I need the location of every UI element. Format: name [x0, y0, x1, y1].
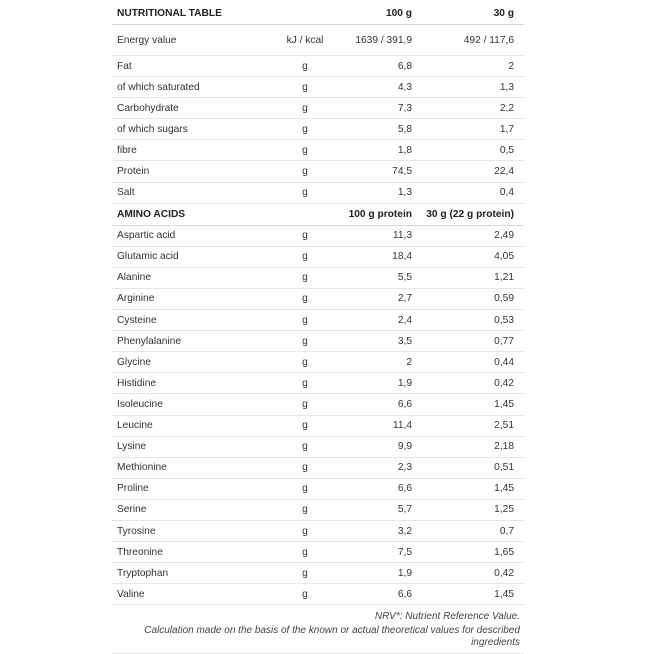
amino-row-value-2: 0,42 [494, 567, 514, 579]
amino-row-unit: g [302, 441, 308, 453]
amino-table-row [112, 226, 524, 247]
amino-row-unit: g [302, 483, 308, 495]
amino-row-name: Alanine [117, 272, 151, 284]
amino-row-value-1: 18,4 [392, 251, 412, 263]
amino-table-row [112, 352, 524, 373]
amino-row-value-2: 1,65 [494, 546, 514, 558]
amino-row-value-2: 0,77 [494, 335, 514, 347]
amino-row-unit: g [302, 251, 308, 263]
amino-table-row [112, 331, 524, 352]
nutrition-table-row [112, 77, 524, 98]
nutrition-row-unit: g [302, 81, 308, 93]
amino-table-row [112, 479, 524, 500]
amino-row-value-1: 2,4 [397, 314, 412, 326]
amino-row-value-2: 1,25 [494, 504, 514, 516]
nutrition-row-value-2: 2 [508, 60, 514, 72]
amino-header-col2: 30 g (22 g protein) [426, 208, 514, 220]
amino-row-name: Cysteine [117, 314, 157, 326]
nutrition-row-value-1: 1,8 [397, 144, 412, 156]
nutrition-row-unit: g [302, 166, 308, 178]
nutrition-row-value-2: 1,3 [499, 81, 514, 93]
amino-table-row [112, 521, 524, 542]
nutrition-row-name: Fat [117, 60, 132, 72]
amino-row-value-2: 0,59 [494, 293, 514, 305]
amino-row-value-1: 6,6 [397, 398, 412, 410]
amino-row-name: Methionine [117, 462, 167, 474]
nutrition-table-row [112, 161, 524, 182]
amino-table-row [112, 500, 524, 521]
amino-row-value-2: 0,7 [499, 525, 514, 537]
nutrition-header-title: NUTRITIONAL TABLE [117, 8, 222, 19]
amino-row-name: Tryptophan [117, 567, 169, 579]
nutrition-row-value-1: 5,8 [397, 123, 412, 135]
nutrition-row-name: of which sugars [117, 123, 188, 135]
amino-row-value-1: 11,4 [392, 420, 412, 432]
nutrition-row-value-2: 2,2 [499, 102, 514, 114]
amino-row-value-1: 11,3 [392, 230, 412, 242]
calculation-footnote: Calculation made on the basis of the known or actual theoretical values for described ingredients [144, 625, 520, 649]
amino-row-name: Glycine [117, 356, 151, 368]
nutrition-table-row [112, 98, 524, 119]
amino-row-unit: g [302, 504, 308, 516]
amino-row-value-2: 1,45 [494, 398, 514, 410]
amino-row-value-1: 1,9 [397, 377, 412, 389]
amino-row-value-2: 0,44 [494, 356, 514, 368]
nutrition-row-unit: g [302, 187, 308, 199]
amino-row-value-2: 4,05 [494, 251, 514, 263]
amino-row-value-1: 2,7 [397, 293, 412, 305]
amino-row-value-1: 7,5 [397, 546, 412, 558]
nutrition-table-row [112, 119, 524, 140]
nutrition-row-name: fibre [117, 144, 137, 156]
amino-row-unit: g [302, 525, 308, 537]
nutrition-row-name: Protein [117, 166, 150, 178]
amino-row-unit: g [302, 230, 308, 242]
nutrition-rows [112, 25, 524, 204]
amino-row-value-1: 2 [406, 356, 412, 368]
nutrition-row-value-2: 1,7 [499, 123, 514, 135]
amino-row-value-2: 0,53 [494, 314, 514, 326]
amino-table-row [112, 394, 524, 415]
amino-row-unit: g [302, 377, 308, 389]
amino-row-value-1: 9,9 [397, 441, 412, 453]
nutrition-row-value-1: 1639 / 391,9 [355, 34, 412, 46]
nutrition-row-value-1: 1,3 [397, 187, 412, 199]
nutrition-row-value-2: 492 / 117,6 [463, 34, 514, 46]
amino-row-value-2: 2,49 [494, 230, 514, 242]
amino-row-value-1: 1,9 [397, 567, 412, 579]
amino-row-value-2: 1,45 [494, 588, 514, 600]
nutrition-row-value-1: 74,5 [392, 166, 412, 178]
amino-table-row [112, 289, 524, 310]
nutrition-header-row [112, 3, 524, 25]
nutrition-row-unit: g [302, 60, 308, 72]
amino-row-name: Serine [117, 504, 147, 516]
amino-row-name: Glutamic acid [117, 251, 179, 263]
amino-row-unit: g [302, 420, 308, 432]
amino-row-value-1: 2,3 [397, 462, 412, 474]
amino-row-value-1: 6,6 [397, 588, 412, 600]
amino-row-unit: g [302, 314, 308, 326]
amino-table-row [112, 437, 524, 458]
nutrition-row-name: Energy value [117, 34, 177, 46]
amino-table-row [112, 268, 524, 289]
amino-row-unit: g [302, 335, 308, 347]
amino-header-row [112, 204, 524, 226]
amino-header-col1: 100 g protein [348, 208, 412, 220]
amino-row-name: Threonine [117, 546, 163, 558]
nrv-footnote: NRV*: Nutrient Reference Value. [374, 611, 520, 623]
amino-row-unit: g [302, 293, 308, 305]
amino-row-value-2: 2,51 [494, 420, 514, 432]
amino-row-value-1: 3,2 [397, 525, 412, 537]
nutrition-table-row [112, 140, 524, 161]
amino-row-name: Histidine [117, 377, 157, 389]
nutrition-row-name: of which saturated [117, 81, 200, 93]
nutrition-table-row [112, 183, 524, 204]
nutrition-row-value-2: 22,4 [494, 166, 514, 178]
amino-row-value-1: 6,6 [397, 483, 412, 495]
amino-table-row [112, 542, 524, 563]
amino-row-name: Isoleucine [117, 398, 163, 410]
amino-row-value-2: 1,45 [494, 483, 514, 495]
amino-row-unit: g [302, 272, 308, 284]
amino-row-unit: g [302, 462, 308, 474]
amino-row-unit: g [302, 567, 308, 579]
nutrition-row-value-2: 0,4 [499, 187, 514, 199]
amino-row-value-1: 5,5 [397, 272, 412, 284]
nutrition-row-unit: kJ / kcal [286, 34, 324, 46]
nutrition-row-value-2: 0,5 [499, 144, 514, 156]
nutrition-header-col2: 30 g [493, 8, 514, 19]
nutrition-row-unit: g [302, 123, 308, 135]
amino-row-name: Leucine [117, 420, 153, 432]
amino-table-row [112, 373, 524, 394]
amino-row-value-2: 0,42 [494, 377, 514, 389]
amino-row-value-2: 1,21 [494, 272, 514, 284]
nutrition-table-row [112, 56, 524, 77]
amino-header-title: AMINO ACIDS [117, 208, 186, 220]
amino-row-name: Proline [117, 483, 149, 495]
amino-table-row [112, 310, 524, 331]
amino-row-value-1: 5,7 [397, 504, 412, 516]
amino-row-name: Arginine [117, 293, 155, 305]
amino-table-row [112, 458, 524, 479]
amino-rows [112, 226, 524, 606]
amino-row-value-2: 0,51 [494, 462, 514, 474]
nutrition-table-row [112, 25, 524, 56]
amino-row-unit: g [302, 398, 308, 410]
amino-table-row [112, 584, 524, 605]
amino-row-name: Valine [117, 588, 145, 600]
nutrition-row-name: Salt [117, 187, 135, 199]
nutrition-row-value-1: 4,3 [397, 81, 412, 93]
amino-row-name: Lysine [117, 441, 147, 453]
amino-row-value-1: 3,5 [397, 335, 412, 347]
amino-row-unit: g [302, 546, 308, 558]
amino-row-unit: g [302, 356, 308, 368]
nutrition-table [112, 3, 524, 654]
nutrition-row-unit: g [302, 144, 308, 156]
amino-row-unit: g [302, 588, 308, 600]
amino-table-row [112, 247, 524, 268]
nutrition-header-col1: 100 g [385, 8, 412, 19]
amino-row-value-2: 2,18 [494, 441, 514, 453]
amino-table-row [112, 416, 524, 437]
nutrition-row-value-1: 6,8 [397, 60, 412, 72]
nutrition-row-name: Carbohydrate [117, 102, 179, 114]
amino-table-row [112, 563, 524, 584]
amino-row-name: Phenylalanine [117, 335, 182, 347]
amino-row-name: Aspartic acid [117, 230, 176, 242]
nutrition-row-value-1: 7,3 [397, 102, 412, 114]
amino-row-name: Tyrosine [117, 525, 156, 537]
nutrition-row-unit: g [302, 102, 308, 114]
